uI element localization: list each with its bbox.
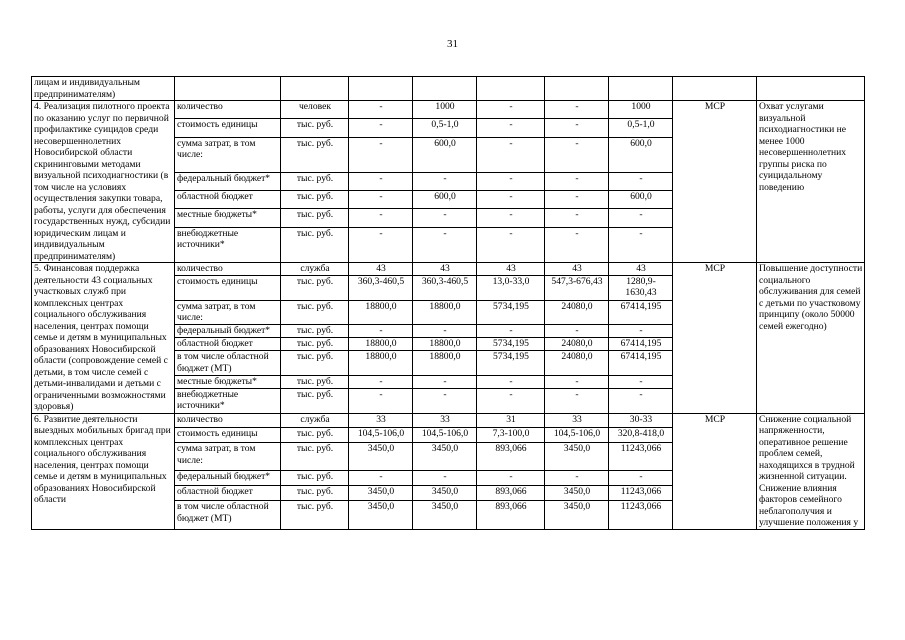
value-cell: 3450,0 [349, 443, 413, 471]
value-cell: 24080,0 [545, 351, 609, 376]
measure-cell: 5. Финансовая поддержка деятельности 43 социальных участковых служб при комплексных центрах социального обслуживания населения, центрах помощи семье и детям в муниципальных образованиях Новосибирской области (сопровождение семей с детьми, в том числе семей с детьми-инвалидами и детьми с ограниченными возможностями здоровья) [32, 263, 175, 414]
indicator-cell: стоимость единицы [175, 275, 281, 300]
value-cell: - [413, 471, 477, 486]
value-cell: - [609, 227, 673, 262]
indicator-cell: областной бюджет [175, 338, 281, 351]
unit-cell: тыс. руб. [281, 209, 349, 227]
value-cell: - [349, 375, 413, 388]
value-cell: 11243,066 [609, 443, 673, 471]
value-cell: - [545, 325, 609, 338]
executor-cell: МСР [673, 263, 757, 414]
value-cell: 893,066 [477, 501, 545, 529]
value-cell: - [477, 325, 545, 338]
unit-cell: тыс. руб. [281, 119, 349, 137]
unit-cell: тыс. руб. [281, 351, 349, 376]
value-cell: 104,5-106,0 [545, 428, 609, 443]
indicator-cell: стоимость единицы [175, 428, 281, 443]
value-cell: 11243,066 [609, 501, 673, 529]
value-cell: 1000 [413, 101, 477, 119]
indicator-cell: федеральный бюджет* [175, 471, 281, 486]
table-row [32, 263, 865, 276]
indicator-cell: областной бюджет [175, 486, 281, 501]
value-cell: 547,3-676,43 [545, 275, 609, 300]
value-cell: - [545, 191, 609, 209]
unit-cell: тыс. руб. [281, 338, 349, 351]
unit-cell: тыс. руб. [281, 300, 349, 325]
indicator-cell: количество [175, 263, 281, 276]
value-cell: - [477, 119, 545, 137]
indicator-cell: внебюджетные источники* [175, 388, 281, 413]
value-cell: 104,5-106,0 [349, 428, 413, 443]
value-cell: 3450,0 [413, 443, 477, 471]
value-cell: - [477, 388, 545, 413]
value-cell: - [413, 172, 477, 190]
value-cell: - [477, 101, 545, 119]
indicator-cell: сумма затрат, в том числе: [175, 137, 281, 172]
value-cell: - [349, 325, 413, 338]
unit-cell: тыс. руб. [281, 428, 349, 443]
value-cell: - [477, 191, 545, 209]
value-cell [349, 77, 413, 101]
value-cell: 18800,0 [413, 338, 477, 351]
value-cell: - [545, 227, 609, 262]
value-cell: 1000 [609, 101, 673, 119]
value-cell: 3450,0 [349, 501, 413, 529]
value-cell: - [609, 388, 673, 413]
value-cell: 30-33 [609, 413, 673, 428]
value-cell: - [349, 388, 413, 413]
value-cell: - [545, 101, 609, 119]
indicator-cell: количество [175, 413, 281, 428]
unit-cell: тыс. руб. [281, 443, 349, 471]
value-cell: 18800,0 [349, 338, 413, 351]
value-cell: - [477, 375, 545, 388]
indicator-cell: сумма затрат, в том числе: [175, 443, 281, 471]
result-cell: Снижение социальной напряженности, оперативное решение проблем семей, находящихся в трудной жизненной ситуации. Снижение влияния факторов семейного неблагополучия и улучшение положения у [757, 413, 865, 529]
unit-cell: человек [281, 101, 349, 119]
value-cell: 3450,0 [349, 486, 413, 501]
value-cell: 600,0 [609, 191, 673, 209]
value-cell [609, 77, 673, 101]
value-cell: - [609, 325, 673, 338]
unit-cell: тыс. руб. [281, 375, 349, 388]
value-cell: 33 [413, 413, 477, 428]
value-cell: 67414,195 [609, 351, 673, 376]
value-cell: 5734,195 [477, 338, 545, 351]
value-cell: 360,3-460,5 [349, 275, 413, 300]
value-cell: - [545, 137, 609, 172]
value-cell: - [349, 471, 413, 486]
value-cell: 893,066 [477, 443, 545, 471]
value-cell: 11243,066 [609, 486, 673, 501]
measure-cell: лицам и индивидуальным предпринимателям) [32, 77, 175, 101]
value-cell: 3450,0 [413, 501, 477, 529]
value-cell: 67414,195 [609, 338, 673, 351]
indicator-cell: областной бюджет [175, 191, 281, 209]
value-cell: - [545, 375, 609, 388]
result-cell: Повышение доступности социального обслуживания для семей с детьми по участковому принципу (около 50000 семей ежегодно) [757, 263, 865, 414]
value-cell [413, 77, 477, 101]
unit-cell: тыс. руб. [281, 227, 349, 262]
value-cell: - [609, 209, 673, 227]
value-cell [477, 77, 545, 101]
table-row [32, 413, 865, 428]
value-cell: 360,3-460,5 [413, 275, 477, 300]
value-cell: 600,0 [609, 137, 673, 172]
value-cell: 893,066 [477, 486, 545, 501]
value-cell: - [349, 119, 413, 137]
measure-cell: 4. Реализация пилотного проекта по оказанию услуг по первичной профилактике суицидов среди несовершеннолетних Новосибирской области скрининговыми методами визуальной психодиагностики (в том числе на условиях осуществления закупки товара, работы, услуги для обеспечения государственных нужд, субсидии юридическим лицам и индивидуальным предпринимателям) [32, 101, 175, 263]
value-cell: 67414,195 [609, 300, 673, 325]
value-cell: - [477, 209, 545, 227]
unit-cell: тыс. руб. [281, 191, 349, 209]
unit-cell: тыс. руб. [281, 501, 349, 529]
executor-cell: МСР [673, 101, 757, 263]
value-cell: - [413, 388, 477, 413]
value-cell: 24080,0 [545, 338, 609, 351]
unit-cell: тыс. руб. [281, 486, 349, 501]
page-number: 31 [447, 38, 458, 50]
value-cell: 3450,0 [545, 443, 609, 471]
value-cell: 600,0 [413, 137, 477, 172]
indicator-cell: в том числе областной бюджет (МТ) [175, 501, 281, 529]
value-cell: - [477, 227, 545, 262]
value-cell: 3450,0 [545, 486, 609, 501]
unit-cell: тыс. руб. [281, 388, 349, 413]
result-cell: Охват услугами визуальной психодиагностики не менее 1000 несовершеннолетних группы риска по суицидальному поведению [757, 101, 865, 263]
value-cell: - [349, 172, 413, 190]
value-cell: - [413, 227, 477, 262]
table-row [32, 101, 865, 119]
unit-cell: тыс. руб. [281, 137, 349, 172]
value-cell: 24080,0 [545, 300, 609, 325]
value-cell [545, 77, 609, 101]
value-cell: - [349, 191, 413, 209]
value-cell: 43 [349, 263, 413, 276]
value-cell: 13,0-33,0 [477, 275, 545, 300]
value-cell: 1280,9-1630,43 [609, 275, 673, 300]
value-cell: 104,5-106,0 [413, 428, 477, 443]
indicator-cell: внебюджетные источники* [175, 227, 281, 262]
value-cell: - [545, 209, 609, 227]
unit-cell: тыс. руб. [281, 471, 349, 486]
value-cell: 7,3-100,0 [477, 428, 545, 443]
executor-cell: МСР [673, 413, 757, 529]
value-cell: 18800,0 [413, 351, 477, 376]
value-cell: - [477, 137, 545, 172]
unit-cell: тыс. руб. [281, 172, 349, 190]
value-cell: - [413, 375, 477, 388]
value-cell: 600,0 [413, 191, 477, 209]
unit-cell [281, 77, 349, 101]
indicator-cell [175, 77, 281, 101]
executor-cell [673, 77, 757, 101]
value-cell: - [609, 471, 673, 486]
program-table [31, 76, 865, 530]
value-cell: 43 [609, 263, 673, 276]
value-cell: - [545, 172, 609, 190]
value-cell: - [413, 325, 477, 338]
value-cell: 43 [413, 263, 477, 276]
indicator-cell: количество [175, 101, 281, 119]
value-cell: - [349, 101, 413, 119]
table-body [32, 77, 865, 530]
value-cell: - [477, 471, 545, 486]
value-cell: - [413, 209, 477, 227]
value-cell: 3450,0 [413, 486, 477, 501]
value-cell: 0,5-1,0 [609, 119, 673, 137]
indicator-cell: местные бюджеты* [175, 375, 281, 388]
value-cell: - [349, 137, 413, 172]
value-cell: 320,8-418,0 [609, 428, 673, 443]
value-cell: 0,5-1,0 [413, 119, 477, 137]
unit-cell: служба [281, 263, 349, 276]
indicator-cell: сумма затрат, в том числе: [175, 300, 281, 325]
value-cell: 31 [477, 413, 545, 428]
value-cell: 43 [545, 263, 609, 276]
value-cell: - [349, 227, 413, 262]
indicator-cell: в том числе областной бюджет (МТ) [175, 351, 281, 376]
value-cell: - [609, 172, 673, 190]
value-cell: - [545, 388, 609, 413]
indicator-cell: местные бюджеты* [175, 209, 281, 227]
value-cell: - [545, 471, 609, 486]
value-cell: - [477, 172, 545, 190]
unit-cell: тыс. руб. [281, 275, 349, 300]
measure-cell: 6. Развитие деятельности выездных мобильных бригад при комплексных центрах социального обслуживания населения, центрах помощи семье и детям в муниципальных образованиях Новосибирской области [32, 413, 175, 529]
result-cell [757, 77, 865, 101]
indicator-cell: федеральный бюджет* [175, 325, 281, 338]
value-cell: - [545, 119, 609, 137]
table-row [32, 77, 865, 101]
value-cell: 5734,195 [477, 300, 545, 325]
unit-cell: служба [281, 413, 349, 428]
value-cell: 33 [545, 413, 609, 428]
value-cell: 43 [477, 263, 545, 276]
value-cell: - [349, 209, 413, 227]
value-cell: - [609, 375, 673, 388]
unit-cell: тыс. руб. [281, 325, 349, 338]
value-cell: 18800,0 [349, 300, 413, 325]
value-cell: 5734,195 [477, 351, 545, 376]
value-cell: 18800,0 [413, 300, 477, 325]
indicator-cell: стоимость единицы [175, 119, 281, 137]
value-cell: 33 [349, 413, 413, 428]
value-cell: 3450,0 [545, 501, 609, 529]
indicator-cell: федеральный бюджет* [175, 172, 281, 190]
value-cell: 18800,0 [349, 351, 413, 376]
